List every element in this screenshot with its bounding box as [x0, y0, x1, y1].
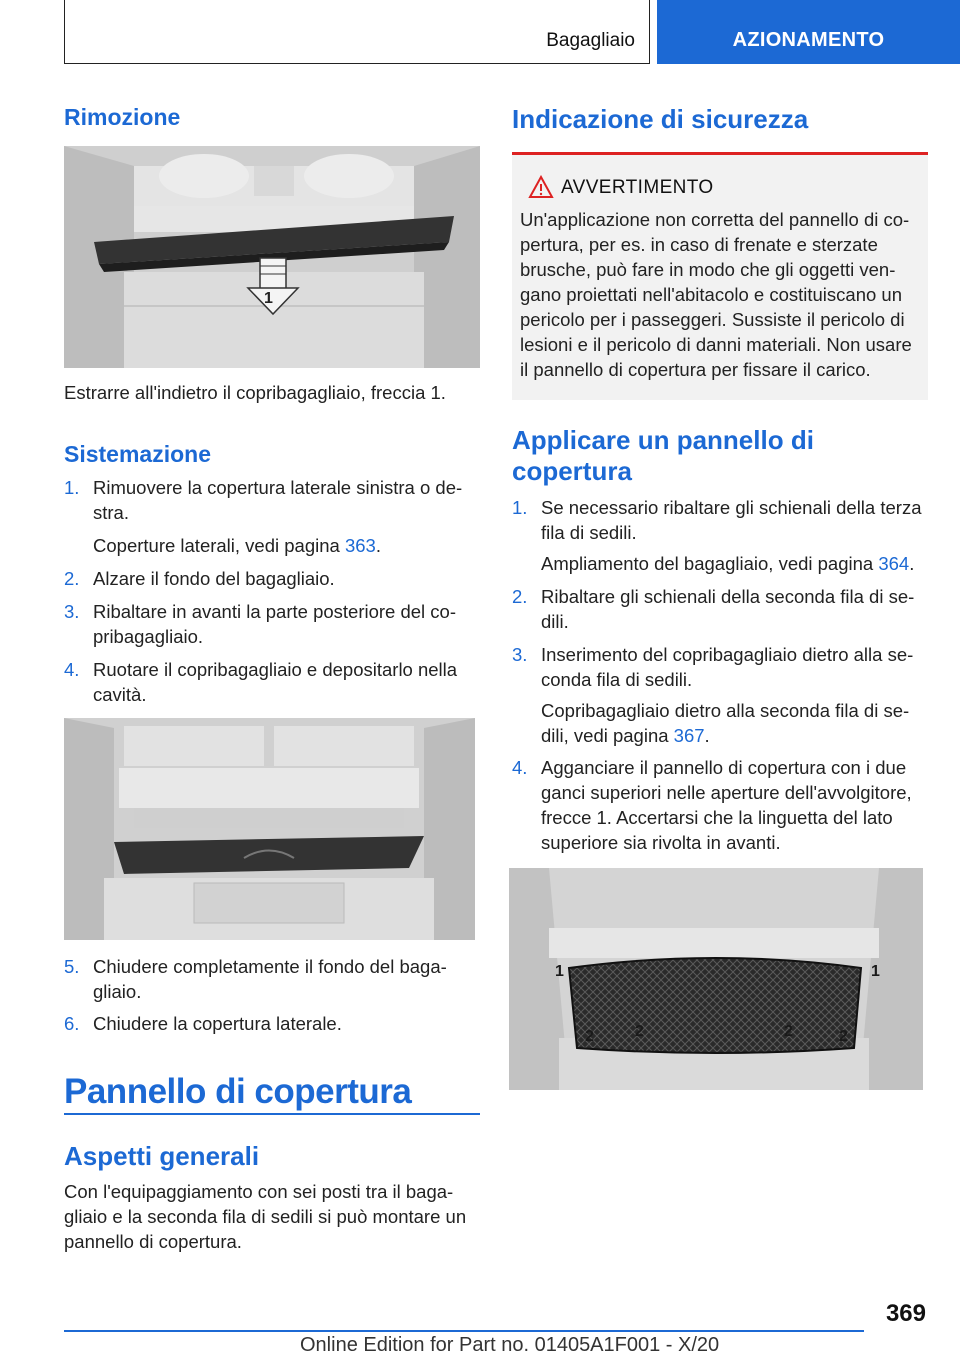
header-section-title: Bagagliaio — [546, 30, 635, 51]
heading-pannello: Pannello di copertura — [64, 1072, 412, 1111]
warning-triangle-icon — [528, 175, 554, 199]
step-text: Se necessario ribaltare gli schienali della terza fila di sedili. — [541, 497, 922, 543]
heading-applicare: Applicare un pannello di copertura — [512, 425, 814, 486]
list-item — [64, 475, 480, 525]
header-chapter-tab[interactable]: AZIONAMENTO — [657, 0, 960, 64]
figure-net-illustration — [509, 868, 923, 1090]
footer-rule — [64, 1330, 864, 1332]
step-number: 3. — [512, 644, 528, 665]
figure-label-arrow-1-left: 1 — [555, 963, 564, 980]
warning-title: AVVERTIMENTO — [561, 177, 714, 198]
heading-sicurezza: Indicazione di sicurezza — [512, 104, 809, 134]
figure-label-arrow-1: 1 — [264, 290, 273, 307]
step-text: Ribaltare in avanti la parte posteriore del co-pribagagliaio. — [93, 601, 456, 647]
step-number: 1. — [64, 477, 80, 498]
figure-label-arrow-2: 2 — [635, 1023, 644, 1040]
heading-rimozione: Rimozione — [64, 104, 181, 130]
step-note: Coperture laterali, vedi pagina 363. — [93, 535, 381, 556]
figure-net-hooks — [509, 868, 923, 1090]
list-item — [64, 599, 480, 649]
list-item — [64, 566, 480, 591]
list-item — [64, 1011, 480, 1036]
step-note: Ampliamento del bagagliaio, vedi pagina 364. — [541, 553, 915, 574]
step-number: 2. — [64, 568, 80, 589]
page-link-367[interactable]: 367 — [673, 725, 705, 746]
step-text: Ruotare il copribagagliaio e depositarlo nella cavità. — [93, 659, 458, 705]
step-number: 3. — [64, 601, 80, 622]
footer-edition: Online Edition for Part no. 01405A1F001 - X/20 — [300, 1334, 720, 1356]
step-text: Inserimento del copribagagliaio dietro alla se-conda fila di sedili. — [541, 644, 914, 690]
figure-label-arrow-2: 2 — [784, 1023, 793, 1040]
figure-label-arrow-2: 2 — [585, 1028, 594, 1045]
step-text: Ribaltare gli schienali della seconda fila di se-dili. — [541, 586, 915, 632]
step-number: 4. — [64, 659, 80, 680]
list-item — [64, 657, 480, 707]
list-item — [64, 533, 480, 558]
header-box — [64, 0, 650, 64]
step-text: Agganciare il pannello di copertura con i due ganci superiori nelle aperture dell'avvolgitore, frecce 1. Accertarsi che la linguetta del lato superiore sia rivolta in avanti. — [541, 757, 912, 853]
step-number: 2. — [512, 586, 528, 607]
figure-stowed-cover-illustration — [64, 718, 475, 940]
page-link-363[interactable]: 363 — [344, 535, 376, 556]
step-text: Chiudere la copertura laterale. — [93, 1013, 342, 1034]
heading-aspetti-generali: Aspetti generali — [64, 1141, 260, 1171]
step-note: Copribagagliaio dietro alla seconda fila di se-dili, vedi pagina 367. — [541, 700, 910, 746]
figure-remove-cover-illustration — [64, 146, 480, 368]
warning-text: Un'applicazione non corretta del pannello di co-pertura, per es. in caso di frenate e sterzate brusche, può fare in modo che gli oggetti ven-gano proiettati nell'abitacolo e costituiscano un pericolo per i passeggeri. Sussiste il pericolo di lesioni e il pericolo di danni materiali. Non usare il pannello di copertura per fissare il carico. — [520, 209, 912, 380]
list-item — [512, 584, 928, 634]
step-text: Chiudere completamente il fondo del baga-gliaio. — [93, 956, 447, 1002]
list-item — [512, 755, 928, 855]
list-item — [512, 642, 928, 692]
figure-label-arrow-1-right: 1 — [871, 963, 880, 980]
list-item — [512, 698, 928, 748]
page-number: 369 — [885, 1300, 926, 1327]
warning-box — [512, 152, 928, 400]
step-text: Alzare il fondo del bagagliaio. — [93, 568, 335, 589]
caption-remove-cover: Estrarre all'indietro il copribagagliaio, freccia 1. — [64, 382, 446, 403]
section-rule — [64, 1113, 480, 1115]
step-number: 4. — [512, 757, 528, 778]
figure-label-arrow-2: 2 — [839, 1028, 848, 1045]
step-number: 6. — [64, 1013, 80, 1034]
step-number: 1. — [512, 497, 528, 518]
list-item — [64, 954, 480, 1004]
list-item — [512, 495, 928, 545]
step-text: Rimuovere la copertura laterale sinistra o de-stra. — [93, 477, 463, 523]
figure-stowed-cover — [64, 718, 475, 940]
step-number: 5. — [64, 956, 80, 977]
heading-sistemazione: Sistemazione — [64, 441, 211, 467]
page-link-364[interactable]: 364 — [878, 553, 910, 574]
figure-remove-cover — [64, 146, 480, 368]
list-item — [512, 551, 928, 576]
paragraph-general: Con l'equipaggiamento con sei posti tra il baga-gliaio e la seconda fila di sedili si può montare un pannello di copertura. — [64, 1181, 467, 1252]
